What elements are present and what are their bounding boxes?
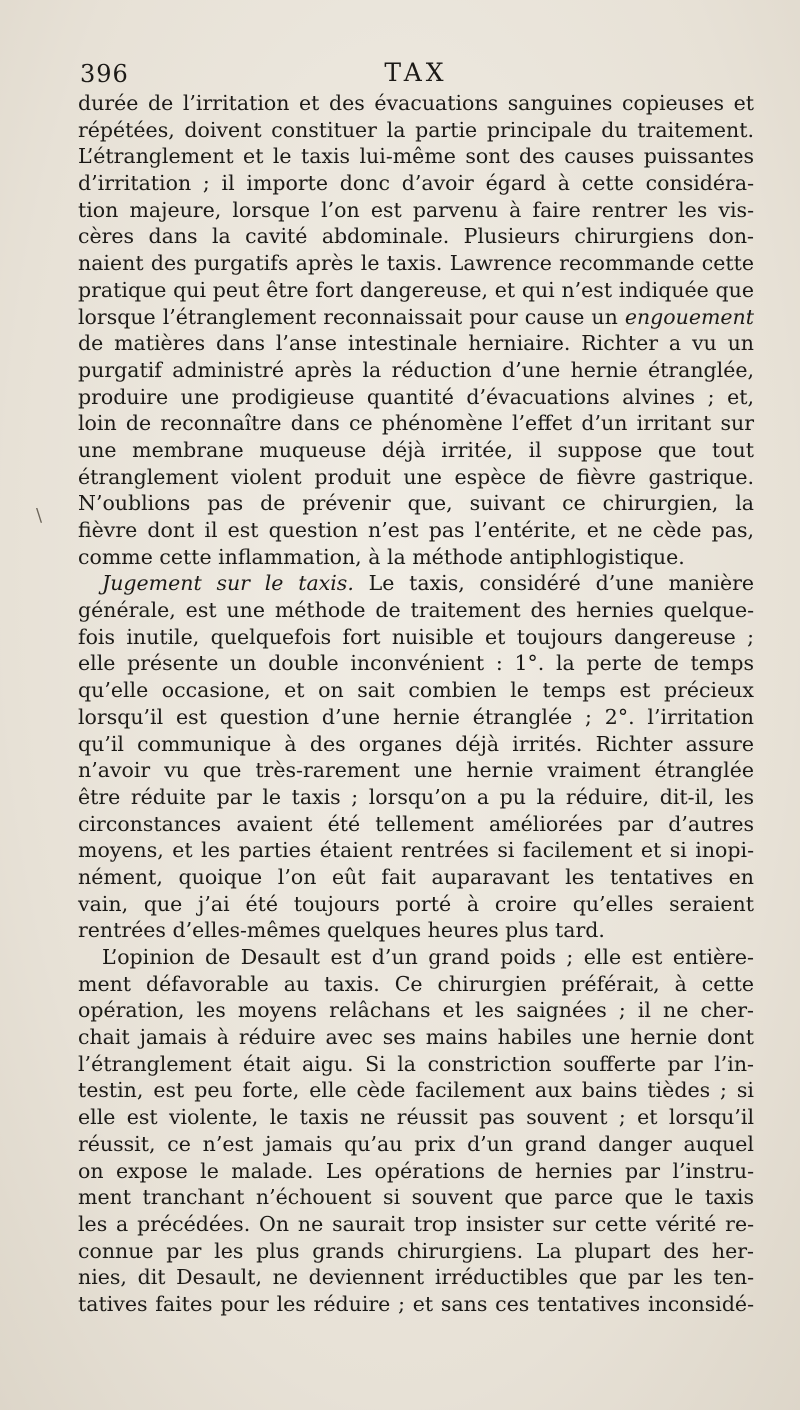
text-line: durée de l’irritation et des évacuations sanguines copieuses et [78, 91, 754, 115]
text-line: elle est violente, le taxis ne réussit pas souvent ; et lorsqu’il [78, 1105, 754, 1130]
text-line: N’oublions pas de prévenir que, suivant ce chirurgien, la [78, 491, 754, 516]
text-line: purgatif administré après la réduction d’une hernie étranglée, [78, 357, 754, 382]
text-line: qu’il communique à des organes déjà irrités. Richter assure [78, 731, 754, 756]
text-line: tatives faites pour les réduire ; et sans ces tentatives inconsidé- [78, 1291, 754, 1316]
text-line: loin de reconnaître dans ce phénomène l’effet d’un irritant sur [78, 411, 754, 436]
text-line: répétées, doivent constituer la partie principale du traitement. [78, 117, 754, 142]
text-line: fois inutile, quelquefois fort nuisible et toujours dangereuse ; [78, 624, 754, 649]
page-header [80, 58, 752, 92]
page-number: 396 [80, 60, 129, 88]
text-line: opération, les moyens relâchans et les saignées ; il ne cher- [78, 998, 754, 1023]
text-line: nément, quoique l’on eût fait auparavant les tentatives en [78, 864, 754, 889]
line-prefix: lorsque l’étranglement reconnaissait pour cause un [78, 304, 625, 329]
text-line: pratique qui peut être fort dangereuse, et qui n’est indiquée que [78, 277, 754, 302]
text-line: d’irritation ; il importe donc d’avoir égard à cette considéra- [78, 171, 754, 196]
text-line: étranglement violent produit une espèce de fièvre gastrique. [78, 464, 754, 489]
text-line: L’étranglement et le taxis lui-même sont des causes puissantes [78, 144, 754, 169]
text-line: réussit, ce n’est jamais qu’au prix d’un grand danger auquel [78, 1131, 754, 1156]
text-line: une membrane muqueuse déjà irritée, il suppose que tout [78, 437, 754, 462]
text-line: elle présente un double inconvénient : 1°. la perte de temps [78, 651, 754, 676]
running-head: TAX [384, 58, 448, 87]
italic-term: engouement [624, 304, 754, 329]
text-line: ment défavorable au taxis. Ce chirurgien préférait, à cette [78, 971, 754, 996]
text-line: cères dans la cavité abdominale. Plusieurs chirurgiens don- [78, 224, 754, 249]
text-line: tion majeure, lorsque l’on est parvenu à faire rentrer les vis- [78, 197, 754, 222]
text-line: être réduite par le taxis ; lorsqu’on a pu la réduire, dit-il, les [78, 784, 754, 809]
text-line-with-italic [78, 304, 754, 331]
text-line: de matières dans l’anse intestinale herniaire. Richter a vu un [78, 331, 754, 356]
text-line: fièvre dont il est question n’est pas l’entérite, et ne cède pas, [78, 518, 754, 542]
text-line: produire une prodigieuse quantité d’évacuations alvines ; et, [78, 384, 754, 409]
text-line: naient des purgatifs après le taxis. Lawrence recommande cette [78, 251, 754, 276]
text-line: ment tranchant n’échouent si souvent que parce que le taxis [78, 1185, 754, 1210]
text-line: qu’elle occasione, et on sait combien le temps est précieux [78, 678, 754, 703]
text-line: les a précédées. On ne saurait trop insister sur cette vérité re- [78, 1211, 754, 1236]
section-heading-line [78, 570, 754, 597]
text-line: circonstances avaient été tellement améliorées par d’autres [78, 811, 754, 836]
text-line: testin, est peu forte, elle cède facilement aux bains tièdes ; si [78, 1078, 754, 1103]
margin-mark: \ [36, 505, 43, 526]
text-line: lorsqu’il est question d’une hernie étranglée ; 2°. l’irritation [78, 704, 754, 729]
text-line: connue par les plus grands chirurgiens. La plupart des her- [78, 1238, 754, 1263]
text-line: moyens, et les parties étaient rentrées si facilement et si inopi- [78, 838, 754, 863]
text-line: nies, dit Desault, ne deviennent irréductibles que par les ten- [78, 1265, 754, 1290]
text-line: vain, que j’ai été toujours porté à croire qu’elles seraient [78, 891, 754, 916]
body-text [78, 90, 754, 1318]
text-line: n’avoir vu que très-rarement une hernie vraiment étranglée [78, 758, 754, 783]
text-line: l’étranglement était aigu. Si la constriction soufferte par l’in- [78, 1051, 754, 1076]
text-line: générale, est une méthode de traitement des hernies quelque- [78, 598, 754, 623]
text-line: rentrées d’elles-mêmes quelques heures plus tard. [78, 918, 605, 943]
text-line: on expose le malade. Les opérations de hernies par l’instru- [78, 1158, 754, 1183]
text-line: L’opinion de Desault est d’un grand poids ; elle est entière- [102, 945, 754, 969]
text-line: chait jamais à réduire avec ses mains habiles une hernie dont [78, 1025, 754, 1050]
heading-rest: Le taxis, considéré d’une manière [353, 571, 755, 596]
section-heading: Jugement sur le taxis. [102, 571, 354, 596]
text-line: comme cette inflammation, à la méthode antiphlogistique. [78, 544, 685, 569]
